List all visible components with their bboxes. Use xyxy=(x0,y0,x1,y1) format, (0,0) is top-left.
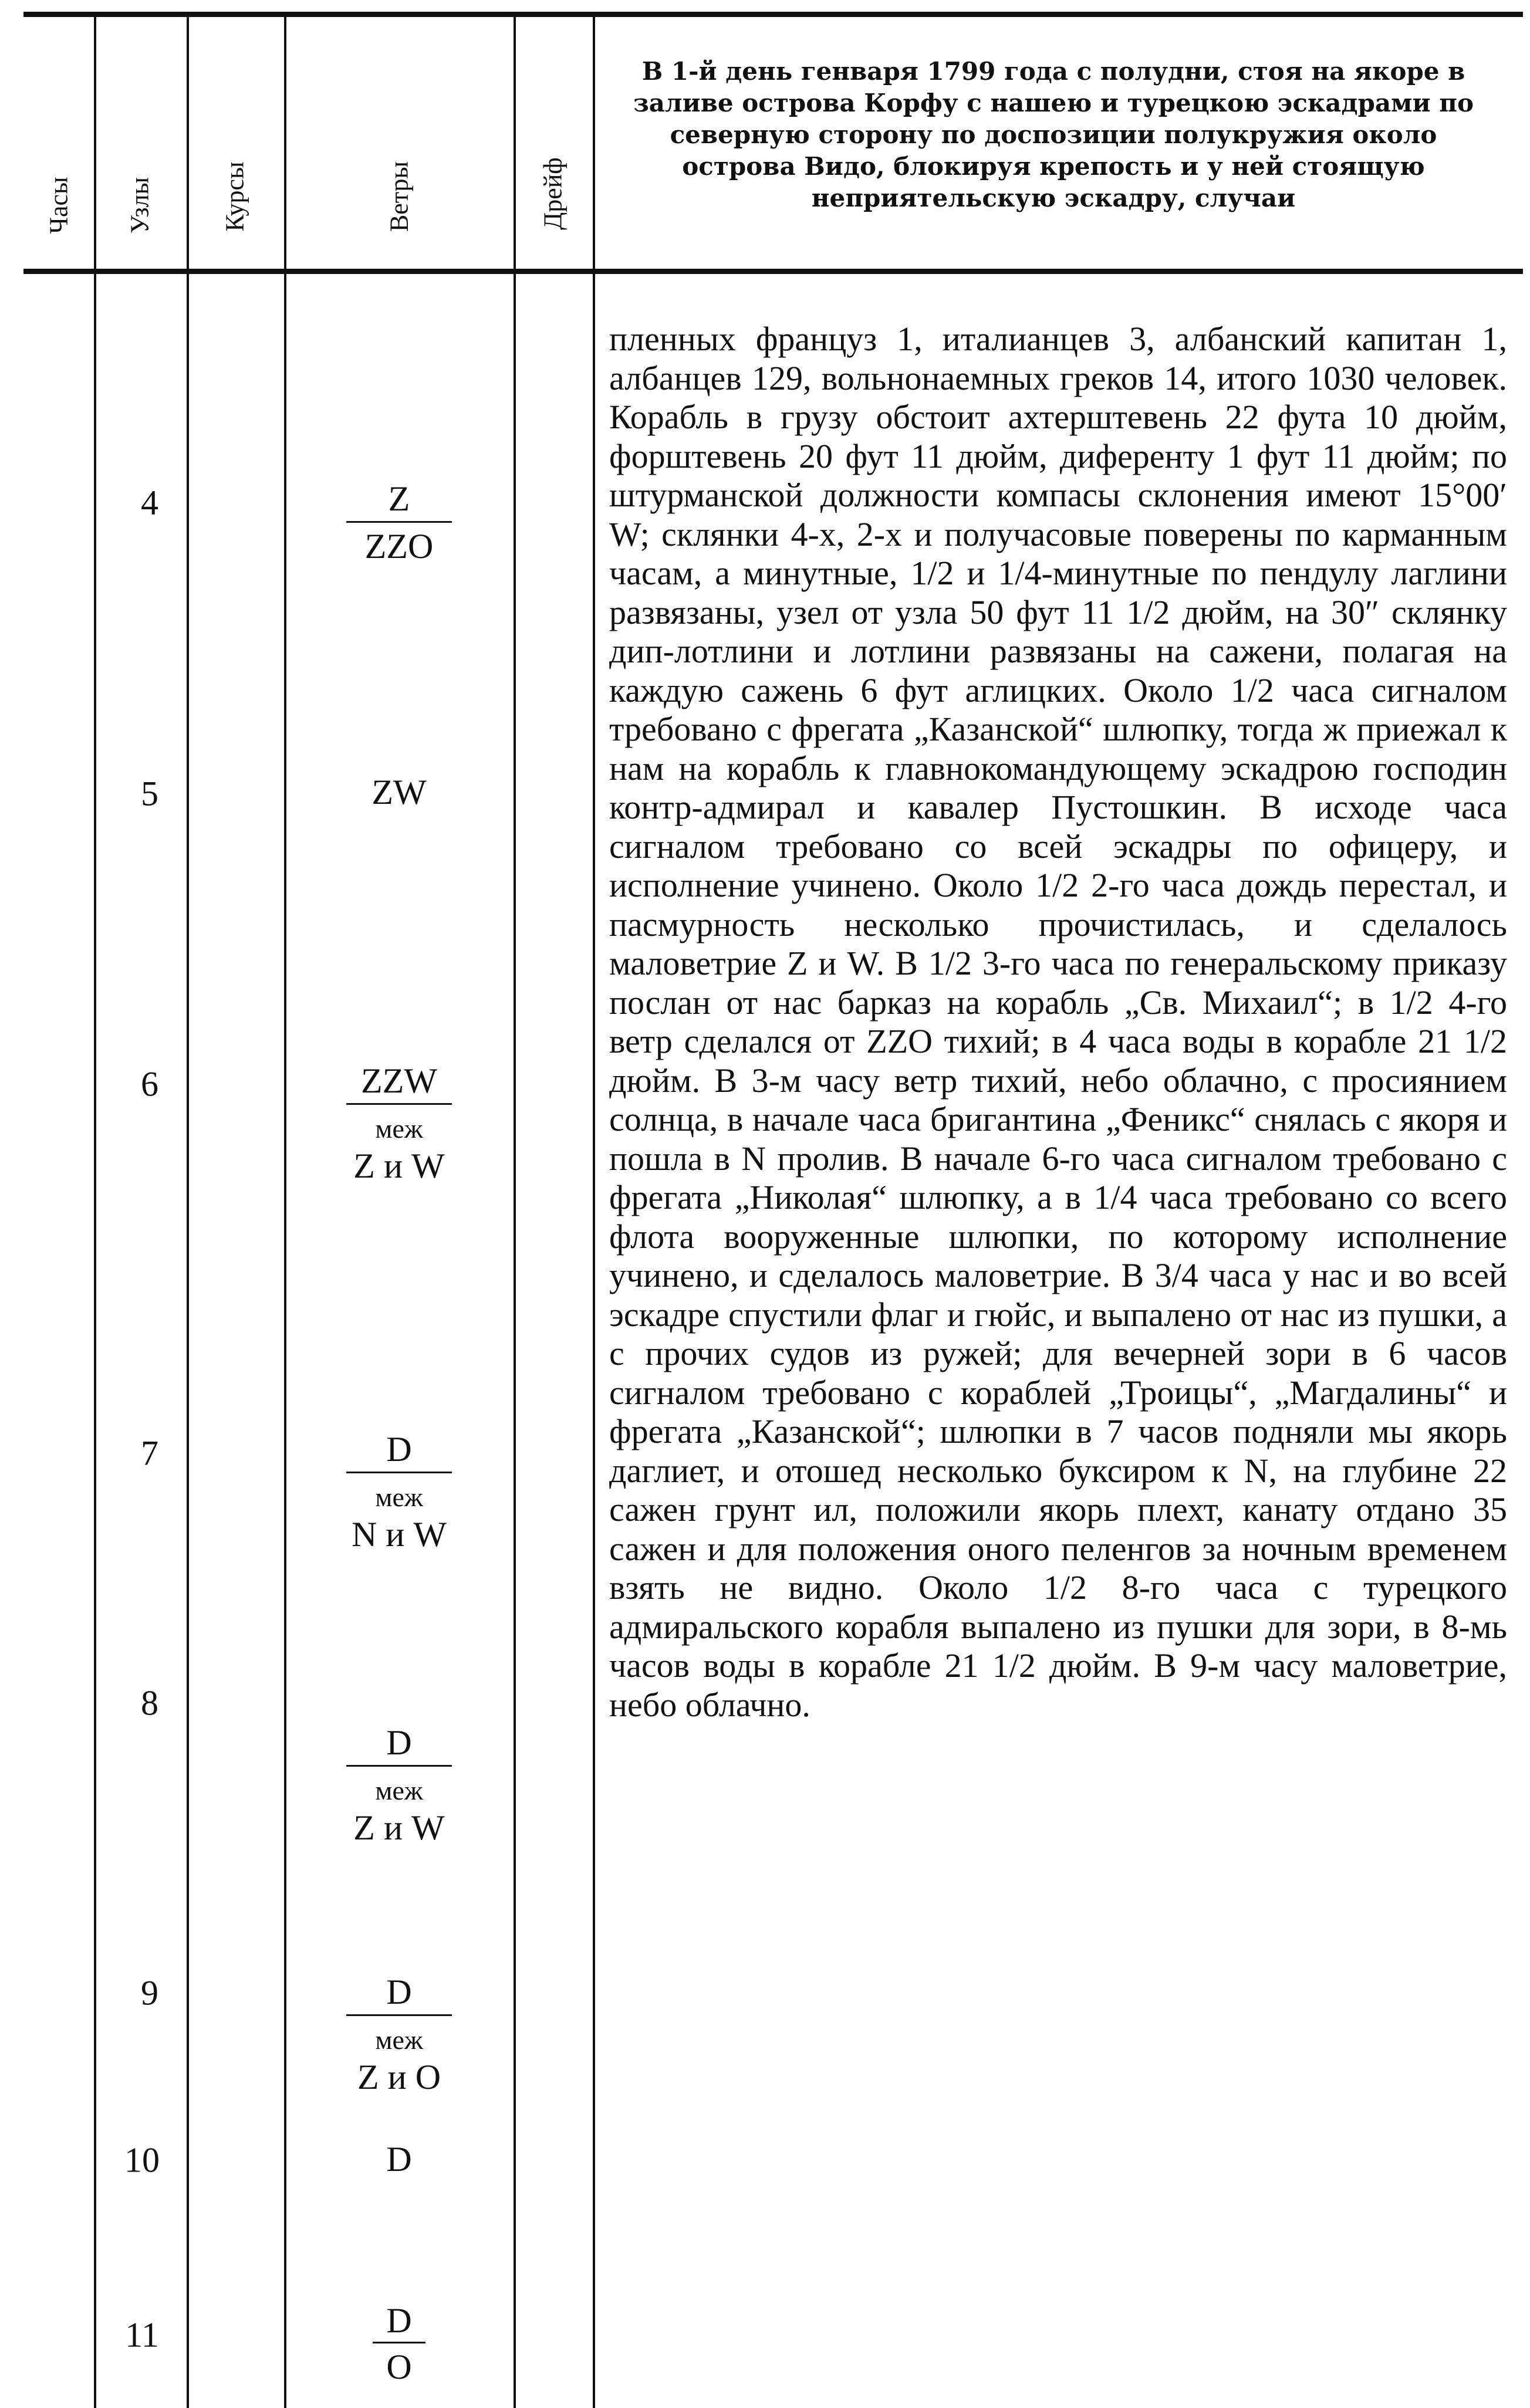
hour-value: 8 xyxy=(141,1683,158,1723)
fraction-rule xyxy=(373,2342,425,2343)
wind-direction: D xyxy=(386,1430,412,1469)
fraction-rule xyxy=(346,1103,452,1105)
wind-direction: D xyxy=(386,2140,412,2179)
column-header-winds: Ветры xyxy=(384,161,414,232)
hour-value: 6 xyxy=(141,1064,158,1104)
wind-direction: Z xyxy=(388,479,410,518)
hour-value: 7 xyxy=(141,1433,158,1473)
column-divider xyxy=(94,17,96,2408)
journal-entry-body: пленных француз 1, италианцев 3, албанский капитан 1, албанцев 129, вольнонаемных греков 14, итого 1030 человек. Корабль в грузу обстоит ахтерштевень 22 фута 10 дюйм, форштевень 20 фут 11 дюйм, диференту 1 фут 11 дюйм; по штурманской должности компасы склонения имеют 15°00′ W; склянки 4-х, 2-х и получасовые поверены по карманным часам, а минутные, 1/2 и 1/4-минутные по пендулу лаглини развязаны, узел от узла 50 фут 11 1/2 дюйм, на 30″ склянку дип-лотлини и лотлини развязаны на сажени, полагая на каждую сажень 6 фут аглицких. Около 1/2 часа сигналом требовано с фрегата „Казанской“ шлюпку, тогда ж приежал к нам на корабль к главнокомандующему эскадрою господин контр-адмирал и кавалер Пустошкин. В исходе часа сигналом требовано со всей эскадры по офицеру, и исполнение учинено. Около 1/2 2-го часа дождь перестал, и пасмурность несколько прочистилась, и сделалось маловетрие Z и W. В 1/2 3-го часа по генеральскому приказу послан от нас барказ на корабль „Св. Михаил“; в 1/2 4-го ветр сделался от ZZO тихий; в 4 часа воды в корабле 21 1/2 дюйм. В 3-м часу ветр тихий, небо облачно, с просиянием солнца, в начале часа бригантина „Феникс“ снялась с якоря и пошла в N пролив. В начале 6-го часа сигналом требовано с фрегата „Николая“ шлюпку, а в 1/4 часа требовано со всего флота вооруженные шлюпки, по которому исполнение учинено, и сделалось маловетрие. В 3/4 часа у нас и во всей эскадре спустили флаг и гюйс, и выпалено от нас из пушки, а с прочих судов из ружей; для вечерней зори в 6 часов сигналом требовано с кораблей „Троицы“, „Магдалины“ и фрегата „Казанской“; шлюпки в 7 часов подняли мы якорь даглиет, и отошед несколько буксиром к N, на глубине 22 сажен грунт ил, положили якорь плехт, канату отдано 35 сажен и для положения оного пеленгов за ночным временем взять не видно. Около 1/2 8-го часа с турецкого адмиральского корабля выпалено из пушки для зори, в 8-мь часов воды в корабле 21 1/2 дюйм. В 9-м часу маловетрие, небо облачно. xyxy=(609,320,1507,1724)
wind-between-label: меж xyxy=(375,1775,423,1805)
wind-direction-secondary: O xyxy=(386,2348,412,2386)
wind-direction: D xyxy=(386,1973,412,2011)
wind-entry xyxy=(354,775,444,814)
column-header-knots: Узлы xyxy=(125,177,154,234)
header-rule xyxy=(23,269,1523,274)
hour-value: 4 xyxy=(141,483,158,522)
hour-value: 5 xyxy=(141,774,158,813)
wind-entry xyxy=(346,1432,452,1552)
wind-entry xyxy=(346,1725,452,1845)
journal-entry-title: В 1-й день генваря 1799 года с полудни, стоя на якоре в заливе острова Корфу с нашею и турецкою эскадрами по северную сторону по доспозиции полукружия около острова Видо, блокируя крепость и у ней стоящую неприятельскую эскадру, случаи xyxy=(633,57,1474,212)
wind-direction-secondary: N и W xyxy=(351,1515,447,1554)
hour-value: 11 xyxy=(125,2315,159,2355)
column-header-hours: Часы xyxy=(44,177,73,234)
column-divider xyxy=(187,17,189,2408)
wind-entry xyxy=(373,2303,425,2385)
top-rule xyxy=(23,12,1523,17)
column-divider xyxy=(514,17,516,2408)
column-divider xyxy=(284,17,286,2408)
wind-direction: D xyxy=(386,2301,412,2340)
column-header-courses: Курсы xyxy=(220,161,249,232)
wind-between-label: меж xyxy=(375,1114,423,1144)
wind-direction-secondary: Z и O xyxy=(357,2058,441,2096)
wind-between-label: меж xyxy=(375,2025,423,2055)
hour-value: 9 xyxy=(141,1973,158,2013)
wind-direction: ZW xyxy=(371,773,427,811)
wind-entry xyxy=(346,1974,452,2095)
wind-entry xyxy=(346,481,452,564)
wind-direction-secondary: ZZO xyxy=(364,527,434,566)
wind-entry xyxy=(343,1063,455,1183)
column-divider xyxy=(593,17,595,2408)
hour-value: 10 xyxy=(124,2140,160,2180)
wind-direction: D xyxy=(386,1723,412,1762)
fraction-rule xyxy=(346,521,452,523)
wind-entry xyxy=(369,2142,429,2182)
fraction-rule xyxy=(346,1765,452,1767)
fraction-rule xyxy=(346,1472,452,1473)
wind-direction: ZZW xyxy=(361,1061,437,1100)
fraction-rule xyxy=(346,2014,452,2016)
column-header-drift: Дрейф xyxy=(538,157,568,230)
wind-direction-secondary: Z и W xyxy=(353,1146,445,1185)
wind-direction-secondary: Z и W xyxy=(353,1808,445,1847)
wind-between-label: меж xyxy=(375,1482,423,1512)
